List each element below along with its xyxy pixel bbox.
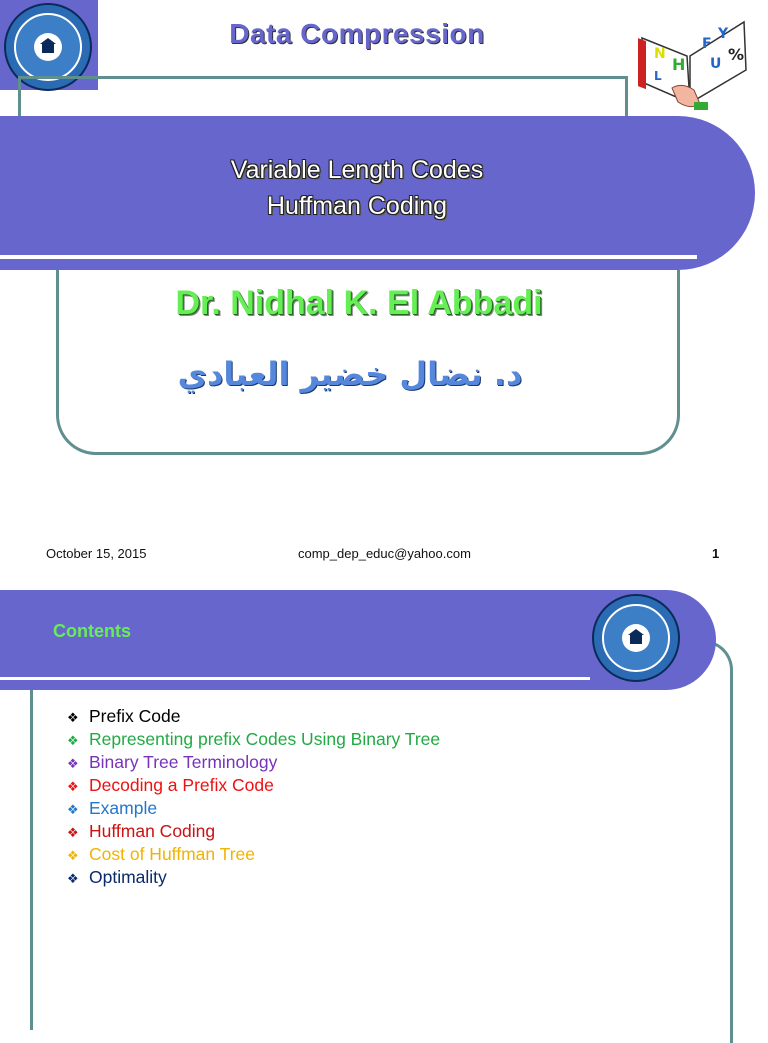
contents-item	[67, 751, 440, 774]
frame2-right	[690, 640, 733, 1043]
svg-text:N: N	[654, 46, 666, 62]
contents-item-label: Binary Tree Terminology	[89, 752, 278, 772]
svg-text:F: F	[702, 36, 712, 52]
contents-item	[67, 774, 440, 797]
svg-text:H: H	[672, 55, 686, 74]
diamond-bullet-icon: ❖	[67, 825, 79, 840]
footer-date: October 15, 2015	[46, 546, 147, 561]
diamond-bullet-icon: ❖	[67, 802, 79, 817]
svg-text:%: %	[728, 45, 745, 64]
contents-item-label: Cost of Huffman Tree	[89, 844, 256, 864]
banner-divider	[0, 255, 697, 259]
diamond-bullet-icon: ❖	[67, 779, 79, 794]
page-number: 1	[712, 546, 720, 561]
contents-title: Contents	[53, 621, 131, 641]
contents-item	[67, 843, 440, 866]
contents-item-label: Optimality	[89, 867, 167, 887]
diamond-bullet-icon: ❖	[67, 756, 79, 771]
diamond-bullet-icon: ❖	[67, 871, 79, 886]
diamond-bullet-icon: ❖	[67, 733, 79, 748]
svg-text:Y: Y	[718, 26, 729, 42]
subtitle-line-1: Variable Length Codes	[230, 156, 484, 184]
contents-item-label: Decoding a Prefix Code	[89, 775, 274, 795]
contents-item-label: Huffman Coding	[89, 821, 216, 841]
university-seal-icon	[592, 594, 680, 682]
author-name-english: Dr. Nidhal K. El Abbadi	[175, 284, 543, 322]
contents-item	[67, 705, 440, 728]
svg-text:L: L	[654, 69, 662, 83]
contents-item	[67, 797, 440, 820]
svg-text:U: U	[710, 56, 722, 72]
frame2-left	[30, 690, 33, 1030]
subtitle-line-2: Huffman Coding	[266, 192, 448, 220]
contents-item	[67, 820, 440, 843]
diamond-bullet-icon: ❖	[67, 710, 79, 725]
contents-item	[67, 728, 440, 751]
contents-item	[67, 866, 440, 889]
book-letters-icon	[632, 8, 750, 114]
contents-item-label: Prefix Code	[89, 706, 181, 726]
frame-top	[18, 76, 628, 119]
banner-divider	[0, 677, 590, 680]
diamond-bullet-icon: ❖	[67, 848, 79, 863]
contents-item-label: Representing prefix Codes Using Binary Tree	[89, 729, 441, 749]
author-name-arabic: د. نضال خضير العبادي	[177, 355, 523, 393]
contents-item-label: Example	[89, 798, 158, 818]
slide-title: Data Compression	[229, 18, 485, 49]
footer-email: comp_dep_educ@yahoo.com	[298, 546, 471, 561]
contents-list	[67, 705, 440, 889]
